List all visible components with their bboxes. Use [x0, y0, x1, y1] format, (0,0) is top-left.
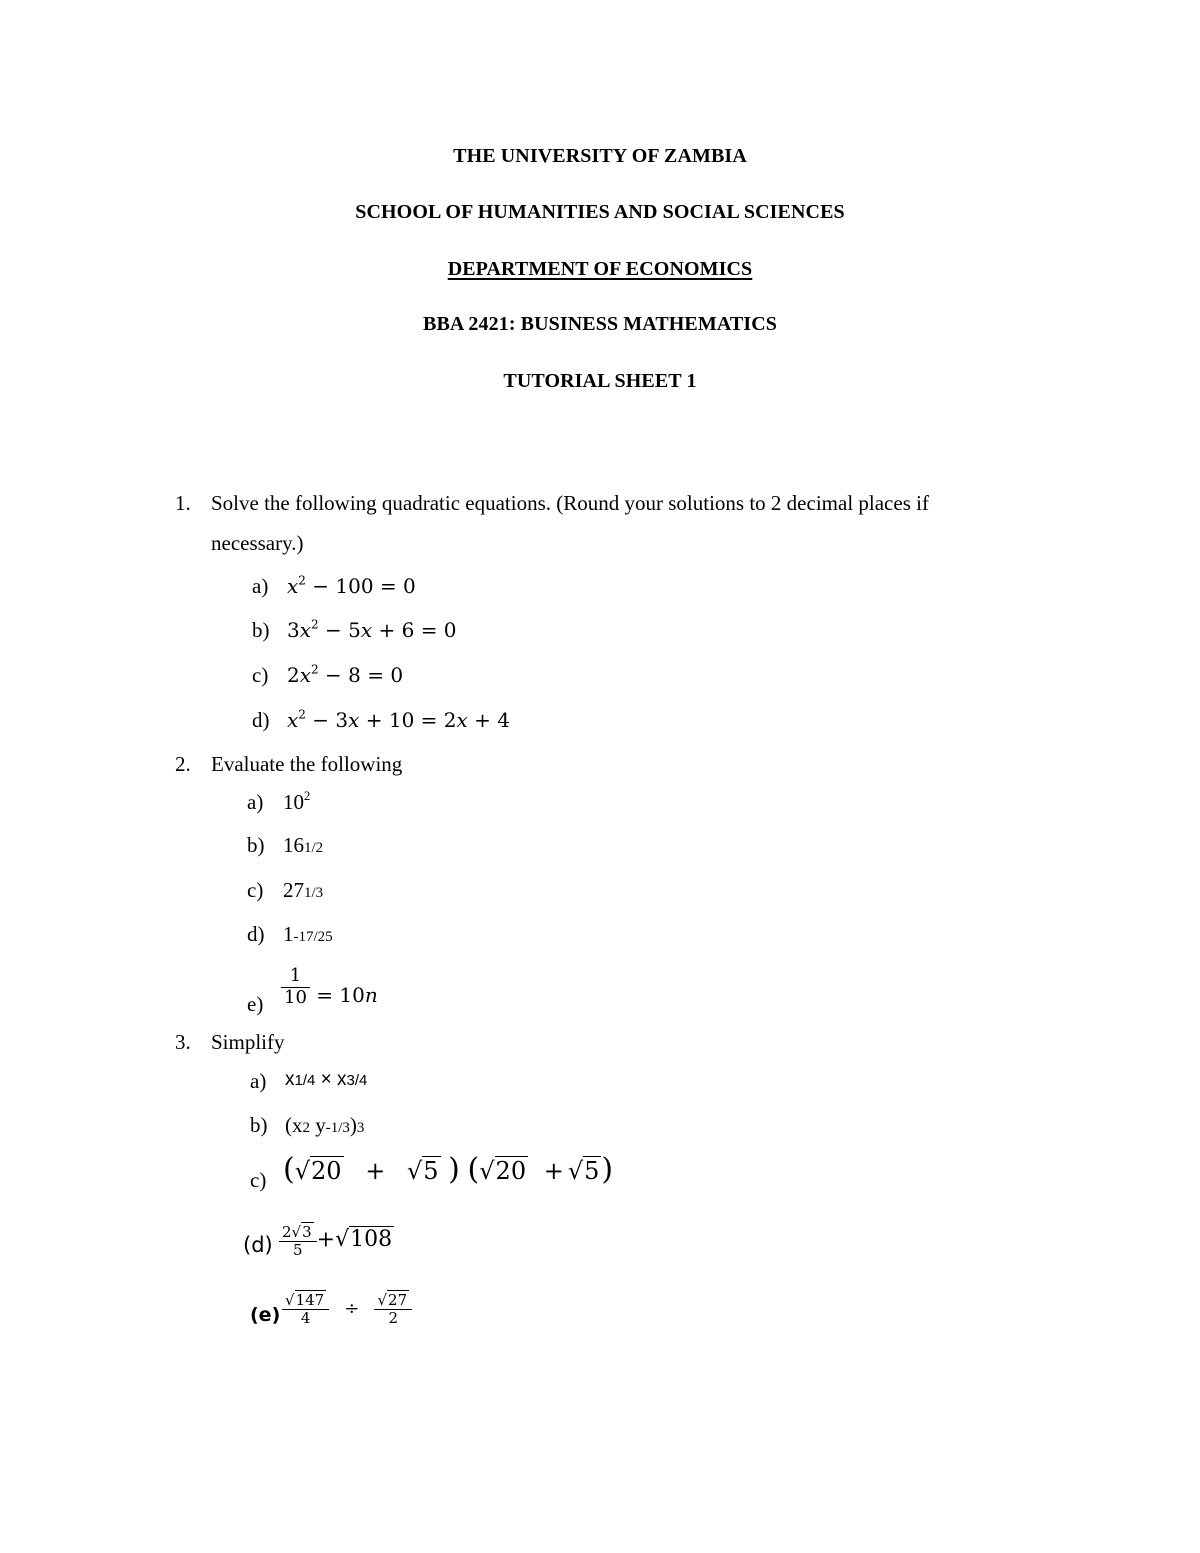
course-title: BBA 2421: BUSINESS MATHEMATICS	[423, 313, 777, 335]
q2-e-expression: $\frac{1}{10}$ = 10n	[281, 966, 378, 1008]
q3-d-fraction: $\frac{2√3}{5}$	[279, 1224, 317, 1260]
sqrt-20-b: √20	[479, 1157, 527, 1185]
sqrt-108: √108	[335, 1227, 393, 1253]
department-title	[0, 258, 1200, 281]
university-title: THE UNIVERSITY OF ZAMBIA	[453, 145, 747, 167]
q2-a-expression: $10^2$	[283, 789, 311, 814]
q2-a-label: a)	[247, 790, 264, 814]
q3-c-expression: (√20 + √5 ) (√20 + √5)	[283, 1152, 614, 1187]
q3-a-expression: x1/4 × x3/4	[285, 1069, 368, 1090]
q3-b-expression: (x2 y-1/3)3	[285, 1113, 365, 1137]
sqrt-20-a: √20	[294, 1157, 342, 1185]
department-text: DEPARTMENT OF ECONOMICS	[447, 258, 753, 280]
q1-a-label: a)	[252, 574, 269, 598]
q1-a-equation: $x^2 - 100 = 0$	[287, 573, 416, 598]
q3-e-label: (e)	[250, 1304, 281, 1326]
q2-d-label: d)	[247, 922, 265, 946]
q1-c-label: c)	[252, 663, 269, 687]
q2-d-expression: 1-17/25	[283, 922, 333, 946]
q1-b-equation: $3x^2 - 5x + 6 = 0$	[287, 617, 457, 642]
q2-c-label: c)	[247, 878, 264, 902]
question-1-text: Solve the following quadratic equations. (Round your solutions to 2 decimal places if	[211, 491, 929, 515]
q1-d-label: d)	[252, 708, 270, 732]
question-3-text: Simplify	[211, 1030, 285, 1054]
q3-c-label: c)	[250, 1168, 267, 1192]
q3-b-label: b)	[250, 1113, 268, 1137]
q2-b-expression: 161/2	[283, 833, 324, 857]
q1-b-label: b)	[252, 618, 270, 642]
sheet-title: TUTORIAL SHEET 1	[503, 370, 697, 392]
q2-e-fraction: $\frac{1}{10}$	[281, 966, 310, 1008]
question-1-number: 1.	[175, 491, 191, 515]
question-1-text-cont: necessary.)	[211, 531, 304, 555]
q3-a-label: a)	[250, 1069, 267, 1093]
q2-e-label: e)	[247, 992, 264, 1016]
q3-e-fraction-1: $\frac{√147}{4}$	[282, 1292, 329, 1328]
q3-d-expression: $\frac{2√3}{5}$ +√108	[279, 1224, 394, 1260]
question-2-number: 2.	[175, 752, 191, 776]
school-title: SCHOOL OF HUMANITIES AND SOCIAL SCIENCES	[355, 201, 845, 223]
q2-c-expression: 271/3	[283, 878, 324, 902]
q2-b-label: b)	[247, 833, 265, 857]
q3-e-fraction-2: $\frac{√27}{2}$	[374, 1292, 412, 1328]
question-2-text: Evaluate the following	[211, 752, 403, 776]
sqrt-5-b: √5	[567, 1157, 600, 1185]
question-3-number: 3.	[175, 1030, 191, 1054]
q3-d-label: (d)	[243, 1233, 273, 1257]
q1-d-equation: $x^2 - 3x + 10 = 2x + 4$	[287, 707, 511, 732]
q3-e-expression: $\frac{√147}{4}$ ÷ $\frac{√27}{2}$	[282, 1292, 412, 1328]
sqrt-5-a: √5	[406, 1157, 439, 1185]
q1-c-equation: $2x^2 - 8 = 0$	[287, 662, 404, 687]
